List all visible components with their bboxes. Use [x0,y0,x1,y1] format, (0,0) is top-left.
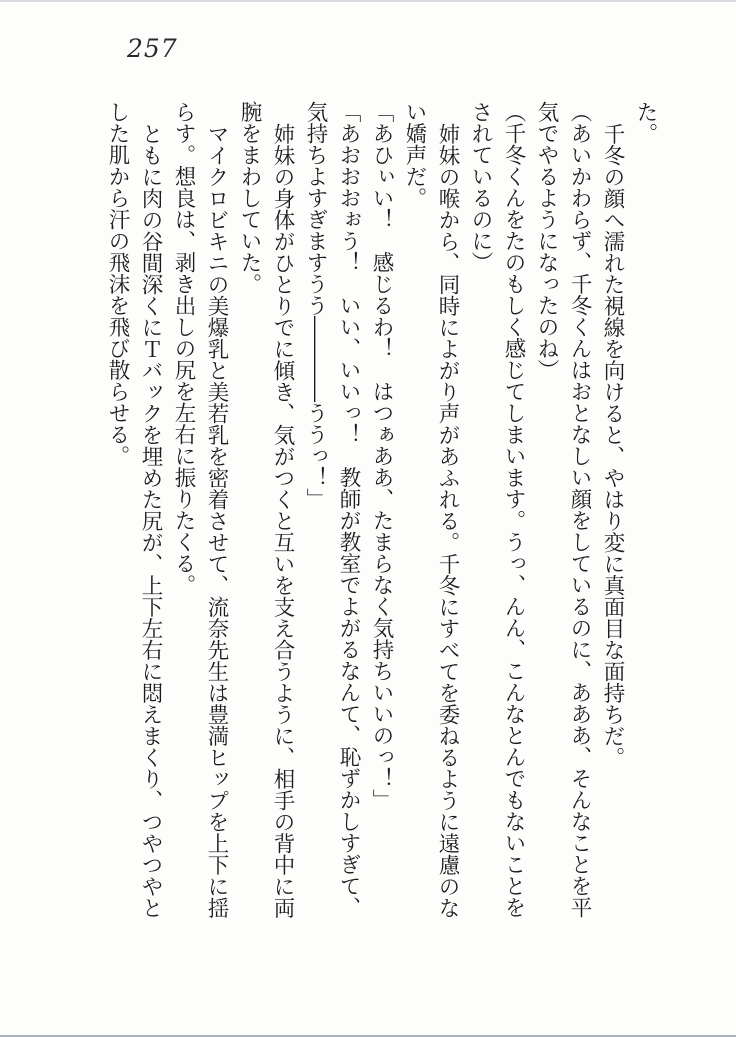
text-line: い嬌声だ。 [402,101,427,209]
text-line: 「あおおおぉう！ いい、いいっ！ 教師が教室でよがるなんて、恥ずかしすぎて、 [336,101,361,918]
text-line: 千冬の顔へ濡れた視線を向けると、やはり変に真面目な面持ちだ。 [600,122,625,768]
text-line: ともに肉の谷間深くにＴバックを埋めた尻が、上下左右に悶えまくり、つやつやと [138,122,163,918]
text-line: （千冬くんをたのもしく感じてしまいます。うっ、んん、こんなとんでもないことを [501,101,526,918]
text-line: 気でやるようになったのね） [534,101,559,381]
text-line: マイクロビキニの美爆乳と美若乳を密着させて、流奈先生は豊満ヒップを上下に揺 [204,122,229,918]
text-line: 姉妹の身体がひとりでに傾き、気がつくと互いを支え合うように、相手の背中に両 [270,122,295,918]
text-line: らす。想良は、剥き出しの尻を左右に振りたくる。 [171,101,196,596]
page-text-vertical [101,101,662,923]
page-number: 257 [127,34,178,63]
text-line: 姉妹の喉から、同時によがり声があふれる。千冬にすべてを委ねるように遠慮のな [435,122,460,918]
text-line: た。 [633,101,658,144]
text-line: 「あひぃい！ 感じるわ！ はつぁああ、たまらなく気持ちいいのっ！」 [369,101,394,811]
text-line: 腕をまわしていた。 [237,101,262,295]
text-line: されているのに） [468,101,493,273]
text-line: （あいかわらず、千冬くんはおとなしい顔をしているのに、あああ、そんなことを平 [567,101,592,918]
text-line: 気持ちよすぎますうう――――ううっ！」 [303,101,328,510]
text-line: した肌から汗の飛沫を飛び散らせる。 [105,101,130,467]
